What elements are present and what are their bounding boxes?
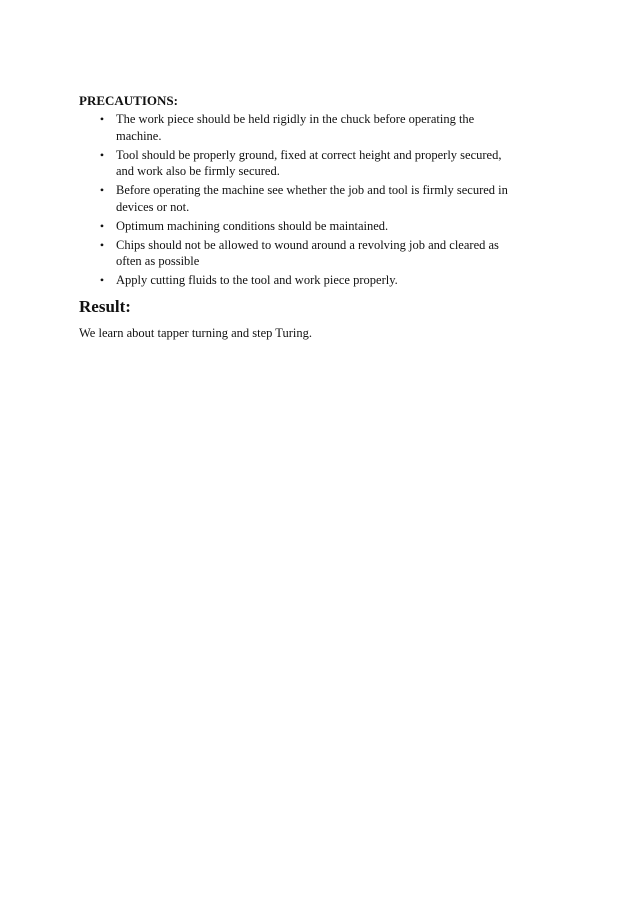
precaution-text: Apply cutting fluids to the tool and work piece properly. <box>116 273 398 287</box>
document-content <box>79 93 509 341</box>
bullet-icon: • <box>99 237 105 252</box>
bullet-icon: • <box>99 112 105 126</box>
precaution-item <box>79 272 509 289</box>
precaution-text: Before operating the machine see whether the job and tool is firmly secured in devices or not. <box>116 183 508 214</box>
precaution-item <box>79 237 509 270</box>
precautions-heading: PRECAUTIONS: <box>79 93 178 108</box>
precautions-list <box>79 111 509 289</box>
precaution-text: Chips should not be allowed to wound around a revolving job and cleared as often as possible <box>116 237 499 268</box>
precaution-item <box>79 147 509 180</box>
result-text: We learn about tapper turning and step Turing. <box>79 325 312 340</box>
precaution-item <box>79 182 509 215</box>
precaution-text: Optimum machining conditions should be maintained. <box>116 218 389 233</box>
precaution-item <box>79 218 509 235</box>
precaution-item <box>79 111 509 144</box>
result-heading: Result: <box>79 296 131 316</box>
precaution-text: The work piece should be held rigidly in the chuck before operating the machine. <box>116 112 475 143</box>
bullet-icon: • <box>99 147 105 162</box>
bullet-icon: • <box>99 183 105 197</box>
bullet-icon: • <box>99 218 105 233</box>
bullet-icon: • <box>99 273 105 287</box>
precaution-text: Tool should be properly ground, fixed at correct height and properly secured, and work also be firmly secured. <box>116 147 502 178</box>
